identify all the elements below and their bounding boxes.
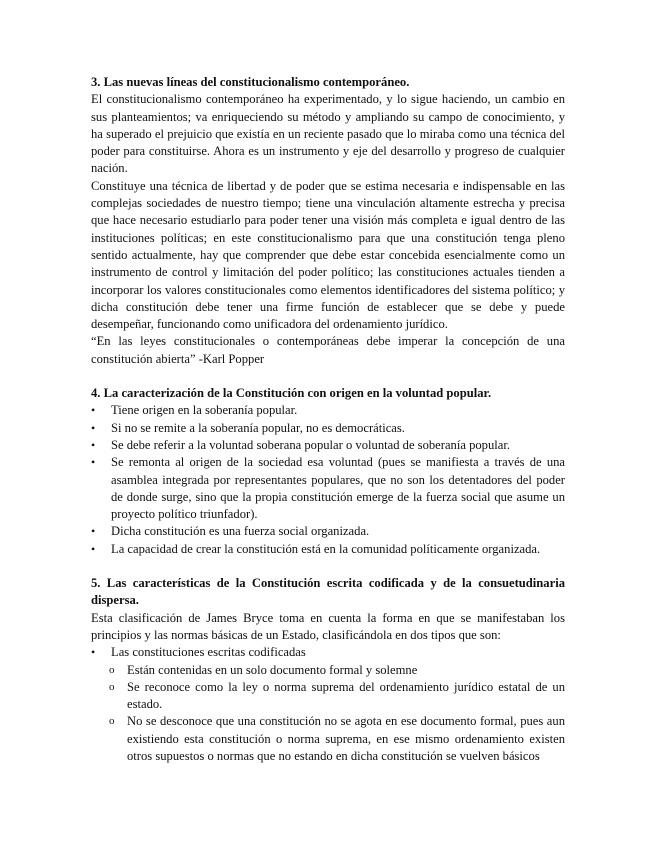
list-item-text: Las constituciones escritas codificadas <box>111 645 306 660</box>
list-item <box>91 523 565 540</box>
list-item <box>91 541 565 558</box>
bullet-icon: • <box>91 541 96 556</box>
hollow-bullet-icon: o <box>109 663 115 676</box>
section-gap <box>91 558 565 575</box>
list-item-text: La capacidad de crear la constitución está en la comunidad políticamente organizada. <box>111 541 541 556</box>
section-3-paragraph-1: El constitucionalismo contemporáneo ha experimentado, y lo sigue haciendo, un cambio en sus planteamientos; va enriqueciendo su método y ampliando su campo de conocimiento, y ha superado el prejuicio que existía en un reciente pasado que lo miraba como una técnica del poder para constituirse. Ahora es un instrumento y eje del desarrollo y progreso de cualquier nación. <box>91 92 565 176</box>
bullet-icon: • <box>91 403 96 418</box>
bullet-icon: • <box>91 455 96 470</box>
list-item <box>91 644 565 661</box>
list-item-text: Se debe referir a la voluntad soberana popular o voluntad de soberanía popular. <box>111 437 511 452</box>
hollow-bullet-icon: o <box>109 715 115 728</box>
section-5-paragraph-1: Esta clasificación de James Bryce toma en cuenta la forma en que se manifestaban los principios y las normas básicas de un Estado, clasificándola en dos tipos que son: <box>91 610 565 642</box>
section-5-bullet-list <box>91 644 565 661</box>
list-item <box>91 402 565 419</box>
section-3-paragraph-2: Constituye una técnica de libertad y de poder que se estima necesaria e indispensable en las complejas sociedades de nuestro tiempo; tiene una vinculación altamente estrecha y precisa que hace necesario estudiarlo para poder tener una visión más completa e igual dentro de las instituciones políticas; en este constitucionalismo para que una constitución tenga pleno sentido actualmente, hay que comprender que debe estar concebida esencialmente como un instrumento de control y limitación del poder político; las constituciones actuales tienden a incorporar los valores constitucionales como elementos identificadores del sistema político; y dicha constitución debe tener una firme función de establecer que se debe y puede desempeñar, funcionando como unificadora del ordenamiento jurídico. <box>91 178 565 332</box>
list-item <box>91 454 565 523</box>
section-5-heading: 5. Las características de la Constitución escrita codificada y de la consuetudinaria dispersa. <box>91 576 565 608</box>
sub-list-item <box>91 713 565 765</box>
section-4-heading: 4. La caracterización de la Constitución con origen en la voluntad popular. <box>91 386 492 401</box>
section-4-bullet-list <box>91 402 565 558</box>
bullet-icon: • <box>91 420 96 435</box>
document-page <box>91 74 565 765</box>
sub-list-item-text: No se desconoce que una constitución no se agota en ese documento formal, pues aun existiendo esta constitución o norma suprema, en ese mismo ordenamiento existen otros supuestos o normas que no estando en dicha constitución se vuelven básicos <box>127 714 565 763</box>
section-5-sub-list <box>91 662 565 766</box>
sub-list-item <box>91 662 565 679</box>
sub-list-item-text: Están contenidas en un solo documento formal y solemne <box>127 662 418 677</box>
bullet-icon: • <box>91 645 96 660</box>
sub-list-item-text: Se reconoce como la ley o norma suprema del ordenamiento jurídico estatal de un estado. <box>127 679 565 712</box>
list-item-text: Dicha constitución es una fuerza social organizada. <box>111 524 370 539</box>
list-item <box>91 437 565 454</box>
list-item <box>91 420 565 437</box>
hollow-bullet-icon: o <box>109 680 115 693</box>
list-item-text: Tiene origen en la soberanía popular. <box>111 403 298 418</box>
bullet-icon: • <box>91 524 96 539</box>
bullet-icon: • <box>91 437 96 452</box>
list-item-text: Si no se remite a la soberanía popular, no es democráticas. <box>111 420 405 435</box>
sub-list-item <box>91 679 565 714</box>
list-item-text: Se remonta al origen de la sociedad esa voluntad (pues se manifiesta a través de una asamblea integrada por representantes populares, que no son los detentadores del poder de donde surge, sino que la propia constitución emerge de la fuerza social que asume un proyecto político triunfador). <box>111 455 565 522</box>
section-3-quote: “En las leyes constitucionales o contemporáneas debe imperar la concepción de una constitución abierta” -Karl Popper <box>91 334 565 366</box>
section-3-heading: 3. Las nuevas líneas del constitucionalismo contemporáneo. <box>91 75 410 89</box>
section-gap <box>91 368 565 385</box>
